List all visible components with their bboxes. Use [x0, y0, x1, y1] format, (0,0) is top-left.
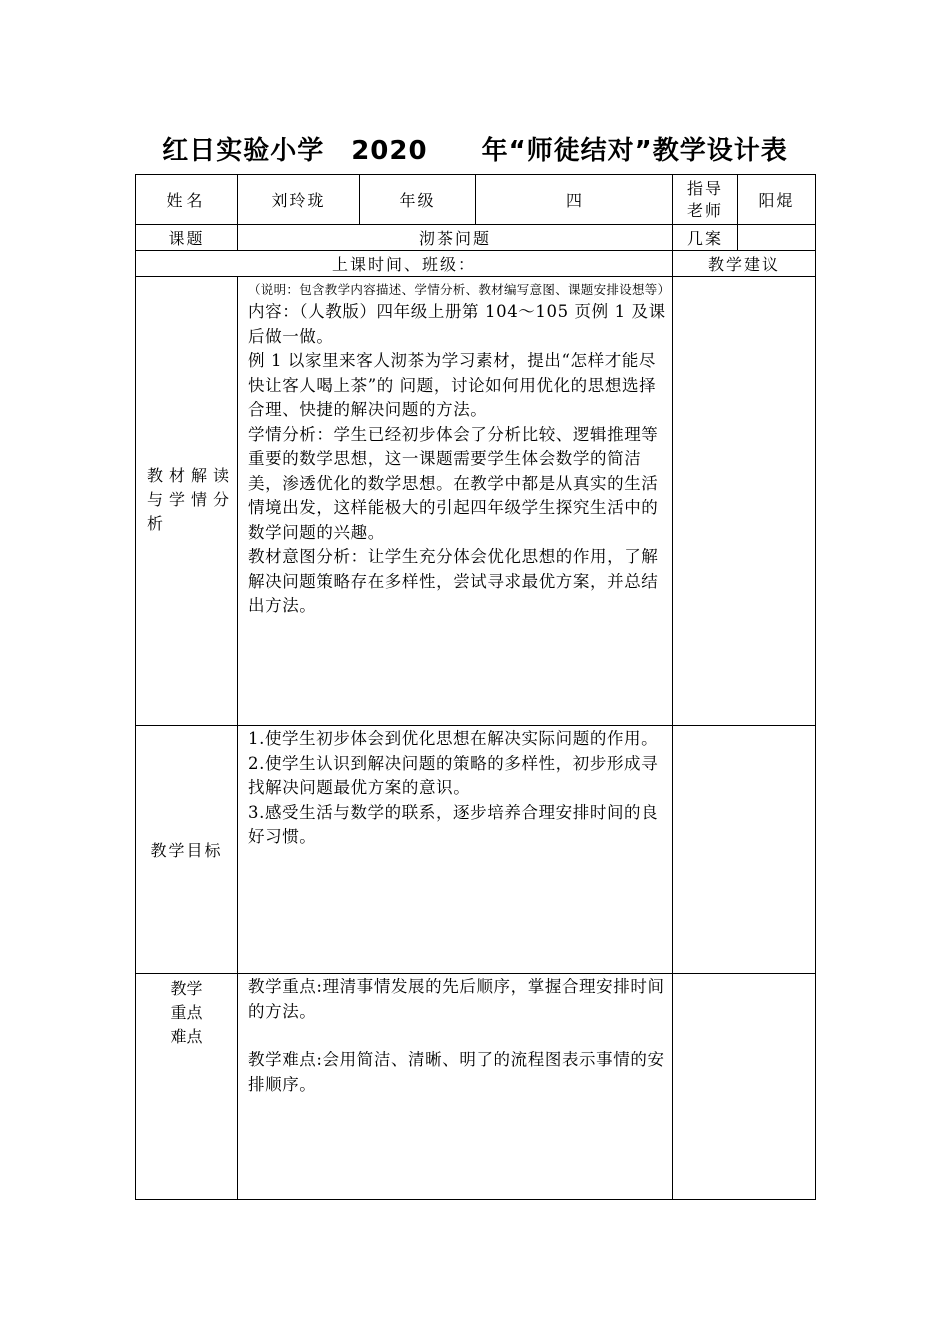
textbook-intent: 教材意图分析：让学生充分体会优化思想的作用，了解解决问题策略存在多样性，尝试寻求最优方案，并总结出方法。: [248, 547, 659, 615]
name-value-cell: [237, 174, 360, 225]
page-title: 红日实验小学 2020 年“师徒结对”教学设计表: [162, 136, 788, 166]
difficulty-point: 教学难点:会用简洁、清晰、明了的流程图表示事情的安排顺序。: [248, 1050, 665, 1094]
mentor-label-line-1: 指导: [686, 178, 723, 198]
keypoints-label-line-3: 难点: [170, 1027, 203, 1046]
grade-label: 年级: [399, 191, 436, 210]
name-label-cell: [135, 174, 238, 225]
grade-value: 四: [565, 191, 582, 210]
analysis-content-cell: [237, 276, 673, 726]
analysis-suggestion-cell: [672, 276, 816, 726]
keypoints-suggestion-cell: [672, 973, 816, 1200]
key-point: 教学重点:理清事情发展的先后顺序，掌握合理安排时间的方法。: [248, 977, 665, 1021]
topic-value: 沏茶问题: [418, 229, 491, 248]
keypoints-label-line-1: 教学: [170, 979, 203, 998]
goal-item: 2.使学生认识到解决问题的策略的多样性，初步形成寻找解决问题最优方案的意识。: [248, 753, 659, 797]
keypoints-label-line-2: 重点: [170, 1003, 203, 1022]
mentor-value: 阳焜: [758, 191, 795, 210]
topic-value-cell: [237, 224, 673, 251]
goal-item: 3.感受生活与数学的联系，逐步培养合理安排时间的良好习惯。: [248, 802, 659, 846]
mentor-value-cell: [737, 174, 816, 225]
learner-analysis: 学情分析：学生已经初步体会了分析比较、逻辑推理等重要的数学思想，这一课题需要学生体会数学的简洁美，渗透优化的数学思想。在教学中都是从真实的生活情境出发，这样能极大的引起四年级学生探究生活中的数学问题的兴趣。: [248, 424, 659, 542]
name-value: 刘玲珑: [271, 191, 326, 210]
mentor-label-line-2: 老师: [686, 200, 723, 220]
schedule-label: 上课时间、班级：: [331, 255, 476, 274]
suggestion-header-cell: [672, 250, 816, 277]
goals-content-cell: [237, 725, 673, 974]
topic-label-cell: [135, 224, 238, 251]
goals-suggestion-cell: [672, 725, 816, 974]
mentor-label-cell: [672, 174, 738, 225]
case-label-cell: [672, 224, 738, 251]
topic-label: 课题: [168, 229, 205, 248]
suggestion-label: 教学建议: [707, 255, 780, 274]
schedule-cell: [135, 250, 673, 277]
grade-label-cell: [359, 174, 476, 225]
grade-value-cell: [475, 174, 673, 225]
analysis-example: 例 1 以家里来客人沏茶为学习素材，提出“怎样才能尽快让客人喝上茶”的 问题，讨论如何用优化的思想选择合理、快捷的解决问题的方法。: [248, 351, 657, 419]
analysis-note: （说明：包含教学内容描述、学情分析、教材编写意图、课题安排设想等）: [248, 282, 671, 297]
analysis-content: 内容：（人教版）四年级上册第 104～105 页例 1 及课后做一做。: [248, 302, 666, 346]
goals-label-cell: [135, 725, 238, 974]
name-label: 姓名: [166, 191, 207, 210]
keypoints-label-cell: [135, 973, 238, 1200]
goal-item: 1.使学生初步体会到优化思想在解决实际问题的作用。: [248, 729, 659, 748]
keypoints-content-cell: [237, 973, 673, 1200]
analysis-label-cell: [135, 276, 238, 726]
case-value-cell: [737, 224, 816, 251]
goals-label: 教学目标: [150, 841, 223, 860]
case-label: 几案: [686, 229, 723, 248]
analysis-label: 教材解读与学情分析: [147, 466, 236, 533]
